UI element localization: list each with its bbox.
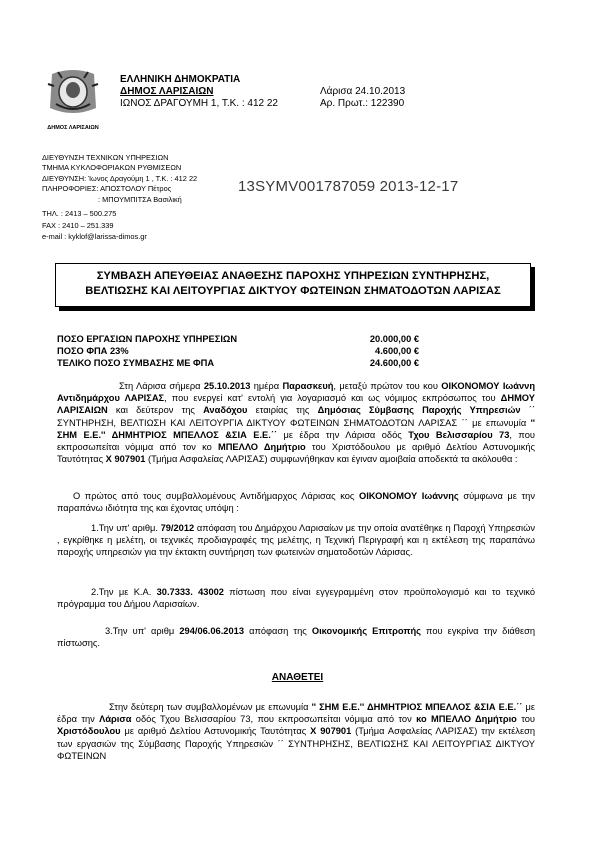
text: με έδρα την [57, 702, 536, 725]
cost-value: 24.600,00 € [369, 358, 419, 368]
text: εταιρίας της [247, 405, 318, 416]
municipality-logo [40, 68, 106, 134]
contract-day: Παρασκευή [282, 381, 334, 391]
contract-title-box [55, 263, 531, 307]
text: (Τμήμα Ασφαλείας ΛΑΡΙΣΑΣ) συμφωνήθηκαν και έγιναν αμοιβαία αποδεκτά τα ακόλουθα : [145, 454, 518, 465]
contract-title-line-2: ΒΕΛΤΙΩΣΗΣ ΚΑΙ ΛΕΙΤΟΥΡΓΙΑΣ ΔΙΚΤΥΟΥ ΦΩΤΕΙΝΩΝ ΣΗΜΑΤΟΔΟΤΩΝ ΛΑΡΙΣΑΣ [85, 285, 501, 297]
paragraph-considering [57, 490, 535, 514]
committee-name: Οικονομικής Επιτροπής [311, 626, 421, 636]
date-block [320, 86, 405, 110]
father-name: Χριστόδουλου [57, 726, 121, 737]
item-1 [57, 522, 535, 559]
text: Στη Λάρισα σήμερα [119, 381, 204, 391]
org-block [120, 74, 278, 110]
department-block [42, 153, 197, 242]
id-number: Χ 907901 [310, 726, 352, 737]
cost-row [57, 357, 419, 369]
text: ημέρα [250, 381, 283, 391]
city: Λάρισα [99, 714, 132, 725]
org-line-1: ΕΛΛΗΝΙΚΗ ΔΗΜΟΚΡΑΤΙΑ [120, 74, 241, 85]
dept-line: ΔΙΕΥΘΥΝΣΗ: Ίωνος Δραγούμη 1 , Τ.Κ. : 412 22 [42, 173, 198, 183]
contract-title-line-1: ΣΥΜΒΑΣΗ ΑΠΕΥΘΕΙΑΣ ΑΝΑΘΕΣΗΣ ΠΑΡΟΧΗΣ ΥΠΗΡΕΣΙΩΝ ΣΥΝΤΗΡΗΣΗΣ, [96, 270, 490, 282]
dept-line: ΔΙΕΥΘΥΝΣΗ ΤΕΧΝΙΚΩΝ ΥΠΗΡΕΣΙΩΝ [42, 153, 169, 162]
text: 3.Την υπ' αριθμ [105, 626, 180, 636]
text: που εγκρίνα την διάθεση πίστωσης. [57, 626, 535, 649]
company-name: '' ΣΗΜ Ε.Ε.'' ΔΗΜΗΤΡΙΟΣ ΜΠΕΛΛΟΣ &ΣΙΑ Ε.Ε.΄΄ [57, 417, 535, 440]
cost-label: ΠΟΣΟ ΦΠΑ 23% [57, 346, 129, 356]
cost-summary [57, 333, 419, 369]
municipality-name: ΔΗΜΟΥ ΛΑΡΙΣΑΙΩΝ [57, 393, 535, 416]
text: Στην δεύτερη των συμβαλλομένων με επωνυμία [109, 702, 312, 712]
contract-date: 25.10.2013 [203, 381, 251, 391]
text: απόφαση του Δημάρχου Λαρισαίων με την οποία ανατέθηκε η Παροχή Υπηρεσιών , εγκρίθηκε η μελέτη, οι τεχνικές προδιαγραφές της μελέτης, η Τεχνική Περιγραφή και η εκτέλεση της παραπάνω παροχής υπηρεσιών για την έκτακτη συντήρηση των φωτεινών σηματοδοτών Λάρισας. [57, 523, 535, 558]
representative-name: ΜΠΕΛΛΟ Δημήτριο [217, 442, 306, 453]
cost-label: ΤΕΛΙΚΟ ΠΟΣΟ ΣΥΜΒΑΣΗΣ ΜΕ ΦΠΑ [57, 358, 215, 368]
paragraph-assignment [57, 701, 535, 762]
text: ΄΄ ΣΥΝΤΗΡΗΣΗ, ΒΕΛΤΙΩΣΗ ΚΑΙ ΛΕΙΤΟΥΡΓΙΑ ΔΙΚΤΥΟΥ ΦΩΤΕΙΝΩΝ ΣΗΜΑΤΟΔΟΤΩΝ ΛΑΡΙΣΑΣ ΄΄ με επωνυμία [57, 405, 535, 428]
text: με έδρα την Λάρισα οδός [277, 429, 409, 440]
text: και δεύτερον της [107, 405, 204, 416]
id-number: Χ 907901 [105, 454, 146, 465]
budget-code: 30.7333. 43002 [156, 587, 224, 597]
text: (Τμήμα Ασφαλείας ΛΑΡΙΣΑΣ) την εκτέλεση των εργασιών της Σύμβασης Παροχής Υπηρεσιών ΄΄ ΣΥΝΤΗΡΗΣΗΣ, ΒΕΛΤΙΩΣΗΣ ΚΑΙ ΛΕΙΤΟΥΡΓΙΑΣ ΔΙΚΤΥΟΥ ΦΩΤΕΙΝΩΝ [57, 726, 535, 761]
dept-line: FAX : 2410 – 251.339 [42, 221, 114, 231]
text: του [516, 714, 536, 725]
item-2 [57, 586, 535, 610]
text: απόφαση της [243, 626, 312, 636]
protocol-number: Αρ. Πρωτ.: 122390 [320, 98, 405, 109]
text: 2.Την με Κ.Α. [91, 587, 157, 597]
company-address: Τχου Βελισσαρίου 73 [408, 429, 510, 440]
dept-line: ΤΜΗΜΑ ΚΥΚΛΟΦΟΡΙΑΚΩΝ ΡΥΘΜΙΣΕΩΝ [42, 163, 182, 173]
text: με αριθμό Δελτίου Αστυνομικής Ταυτότητας [120, 726, 311, 737]
text: του Χριστόδουλου με αριθμό Δελτίου Αστυνομικής Ταυτότητας [57, 442, 535, 465]
cost-row [57, 333, 419, 345]
cost-row [57, 345, 419, 357]
contract-type: Δημόσιας Σύμβασης Παροχής Υπηρεσιών [317, 405, 521, 416]
dept-line: ΤΗΛ. : 2413 – 500.275 [42, 209, 117, 219]
item-3 [57, 625, 535, 649]
ada-number: 13SYMV001787059 2013-12-17 [238, 178, 459, 195]
cost-value: 20.000,00 € [369, 334, 419, 344]
assigns-heading: ΑΝΑΘΕΤΕΙ [271, 672, 324, 683]
contractor-label: Αναδόχου [203, 405, 248, 416]
text: σύμφωνα με την παραπάνω ιδιότητα της και έχοντας υπόψη : [57, 491, 535, 514]
logo-caption: ΔΗΜΟΣ ΛΑΡΙΣΑΙΩΝ [47, 125, 99, 131]
deputy-mayor-name: ΟΙΚΟΝΟΜΟΥ Ιωάννη Αντιδημάρχου ΛΑΡΙΣΑΣ [57, 381, 535, 404]
representative-name: κο ΜΠΕΛΛΟ Δημήτριο [416, 714, 517, 725]
document-date: Λάρισα 24.10.2013 [320, 86, 406, 97]
decision-number: 294/06.06.2013 [179, 626, 244, 636]
company-name: '' ΣΗΜ Ε.Ε.'' ΔΗΜΗΤΡΙΟΣ ΜΠΕΛΛΟΣ &ΣΙΑ Ε.Ε.΄΄ [311, 702, 523, 712]
paragraph-parties [57, 380, 535, 465]
text: , που εκπροσωπείται νόμιμα από τον κο [57, 429, 535, 453]
text: , μεταξύ πρώτον του κου [333, 381, 442, 391]
text: οδός Τχου Βελισσαρίου 73, που εκπροσωπείται νόμιμα από τον [131, 714, 417, 725]
org-line-2: ΔΗΜΟΣ ΛΑΡΙΣΑΙΩΝ [120, 86, 214, 97]
dept-line: e-mail : kyklof@larissa-dimos.gr [42, 231, 147, 241]
deputy-mayor-name: ΟΙΚΟΝΟΜΟΥ Ιωάννης [358, 491, 459, 501]
text: Ο πρώτος από τους συμβαλλομένους Αντιδήμαρχος Λάρισας κος [73, 491, 359, 501]
org-line-3: ΙΩΝΟΣ ΔΡΑΓΟΥΜΗ 1, Τ.Κ. : 412 22 [120, 98, 278, 109]
text: 1.Την υπ' αριθμ. [91, 523, 161, 533]
decision-number: 79/2012 [160, 523, 195, 533]
dept-line: : ΜΠΟΥΜΠΙΤΣΑ Βασιλική [98, 194, 182, 204]
cost-value: 4.600,00 € [375, 346, 419, 356]
cost-label: ΠΟΣΟ ΕΡΓΑΣΙΩΝ ΠΑΡΟΧΗΣ ΥΠΗΡΕΣΙΩΝ [57, 334, 238, 344]
dept-line: ΠΛΗΡΟΦΟΡΙΕΣ: ΑΠΟΣΤΟΛΟΥ Πέτρος [42, 184, 172, 194]
text: , που ενεργεί κατ' εντολή για λογαριασμό και ως νόμιμος εκπρόσωπος του [164, 393, 501, 404]
text: πίστωση που είναι εγγεγραμμένη στον προϋπολογισμό και το τεχνικό πρόγραμμα του Δήμου Λαρισαίων. [57, 587, 536, 610]
